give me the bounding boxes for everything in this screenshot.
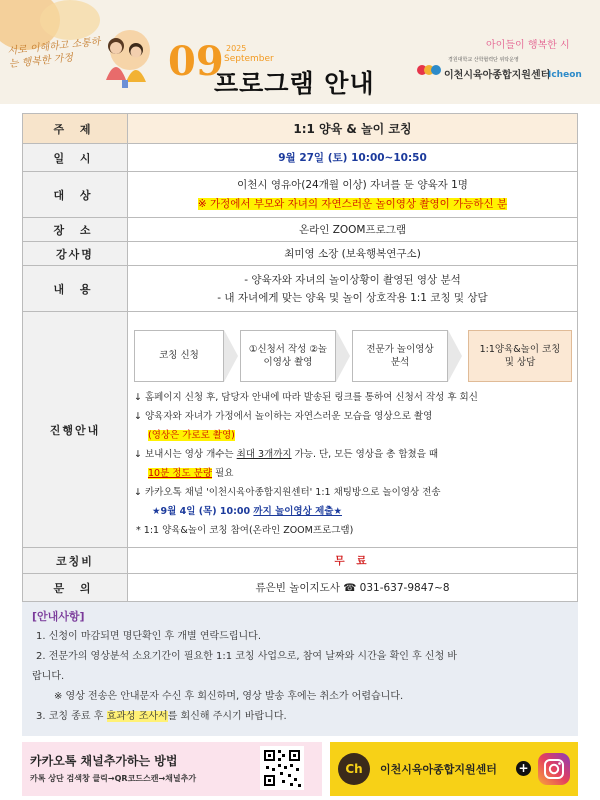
kakao-channel-icon[interactable]: Ch (338, 753, 370, 785)
kids-illustration (96, 30, 156, 90)
flow-arrow (224, 330, 238, 382)
target-row (23, 172, 578, 218)
lecturer-row (23, 242, 578, 266)
notice-item-3-highlight: 효과성 조사서 (106, 711, 168, 722)
step-3-a: ↓ 보내시는 영상 개수는 (134, 448, 237, 460)
fee-value: 무 료 (128, 548, 578, 574)
place-row (23, 218, 578, 242)
flow-step-1: 코칭 신청 (134, 330, 224, 382)
content-line2: - 내 자녀에게 맞는 양육 및 놀이 상호작용 1:1 코칭 및 상담 (217, 291, 488, 304)
flow-arrow (336, 330, 350, 382)
qr-code-icon[interactable] (260, 746, 304, 790)
page-header (0, 0, 600, 104)
notice-item-1: 1. 신청이 마감되면 명단확인 후 개별 연락드립니다. (36, 631, 261, 642)
city-name-en: Icheon (548, 70, 582, 80)
step-3-cont (134, 464, 577, 483)
target-line2: ※ 가정에서 부모와 자녀의 자연스러운 놀이영상 촬영이 가능하신 분 (197, 197, 508, 210)
notice-item-3 (32, 707, 568, 727)
topic-row (23, 114, 578, 144)
notice-item-3b: 를 회신해 주시기 바랍니다. (167, 711, 287, 722)
header-slogan: 서로 이해하고 소통하는 행복한 가정 (7, 36, 101, 71)
kakao-channel-banner[interactable] (330, 742, 578, 796)
target-note-wrap (128, 195, 577, 214)
kakao-guide-steps: 카톡 상단 검색창 클릭→QR코드스캔→채널추가 (30, 774, 197, 783)
content-row (23, 266, 578, 312)
process-footnote: * 1:1 양육&놀이 코칭 참여(온라인 ZOOM프로그램) (136, 524, 354, 536)
step-3-highlight: 10분 정도 분량 (148, 467, 213, 479)
lecturer-label: 강사명 (23, 242, 128, 266)
flow-step-4: 1:1양육&놀이 코칭 및 상담 (468, 330, 572, 382)
date-row (23, 144, 578, 172)
lecturer-value: 최미영 소장 (보육행복연구소) (128, 242, 578, 266)
month-number: 09 (168, 38, 224, 85)
month-en: September (224, 54, 274, 64)
step-2: ↓ 양육자와 자녀가 가정에서 놀이하는 자연스러운 모습을 영상으로 촬영 (134, 410, 433, 422)
inquiry-label: 문 의 (23, 574, 128, 602)
plus-icon[interactable]: + (516, 761, 531, 776)
process-label: 진행안내 (23, 312, 128, 548)
date-label: 일 시 (23, 144, 128, 172)
process-row (23, 312, 578, 548)
center-logo-icon (416, 62, 442, 78)
target-line1: 이천시 영유아(24개월 이상) 자녀를 둔 양육자 1명 (237, 178, 468, 191)
channel-name: 이천시육아종합지원센터 (380, 763, 497, 776)
process-steps (128, 388, 577, 540)
date-value: 9월 27일 (토) 10:00~10:50 (278, 152, 427, 164)
decor-leaf (40, 0, 100, 40)
inquiry-value: 류은빈 놀이지도사 ☎ 031-637-9847~8 (128, 574, 578, 602)
place-value: 온라인 ZOOM프로그램 (128, 218, 578, 242)
kakao-guide-panel (22, 742, 322, 796)
flow-arrow (448, 330, 462, 382)
date-cell (128, 144, 578, 172)
content-label: 내 용 (23, 266, 128, 312)
logo-subtitle: 경원대학교 산학협력단 위탁운영 (448, 57, 519, 63)
notice-box (22, 602, 578, 736)
notice-head: [안내사항] (32, 610, 85, 623)
fee-label: 코칭비 (23, 548, 128, 574)
notice-item-2b: 랍니다. (32, 671, 65, 682)
step-3-c: 필요 (212, 467, 234, 479)
year-text: 2025 (226, 44, 247, 53)
step-4: ↓ 카카오톡 채널 '이천시육아종합지원센터' 1:1 채팅방으로 놀이영상 전송 (134, 486, 441, 498)
step-2-note: (영상은 가로로 촬영) (148, 429, 235, 441)
notice-item-2a: 2. 전문가의 영상분석 소요기간이 필요한 1:1 코칭 사업으로, 참여 날짜와 시간을 확인 후 신청 바 (36, 651, 458, 662)
instagram-icon[interactable] (538, 753, 570, 785)
deadline-a: ★9월 4일 (목) 10:00 (152, 505, 254, 517)
center-name: 이천시육아종합지원센터 (444, 70, 551, 81)
target-cell (128, 172, 578, 218)
step-3-b: 가능. 단, 모든 영상을 총 합쳤을 때 (291, 448, 439, 460)
content-cell (128, 266, 578, 312)
step-3 (134, 445, 577, 464)
fee-row (23, 548, 578, 574)
notice-item-2-note: ※ 영상 전송은 안내문자 수신 후 회신하며, 영상 발송 후에는 취소가 어렵습니다. (54, 691, 404, 702)
process-flow (128, 326, 577, 384)
topic-value: 1:1 양육 & 놀이 코칭 (128, 114, 578, 144)
target-label: 대 상 (23, 172, 128, 218)
step-3-underline: 최대 3개까지 (236, 448, 292, 460)
page-title: 프로그램 안내 (214, 69, 375, 98)
step-1: ↓ 홈페이지 신청 후, 담당자 안내에 따라 발송된 링크를 통하여 신청서 작성 후 회신 (134, 391, 478, 403)
topic-label: 주 제 (23, 114, 128, 144)
step-2-note-wrap (134, 426, 577, 445)
process-cell (128, 312, 578, 548)
program-info-table (22, 113, 578, 602)
place-label: 장 소 (23, 218, 128, 242)
flow-step-3: 전문가 놀이영상 분석 (352, 330, 448, 382)
city-slogan-logo: 아이들이 행복한 시 (486, 40, 570, 51)
deadline (134, 502, 577, 521)
content-line1: - 양육자와 자녀의 놀이상황이 촬영된 영상 분석 (244, 273, 461, 286)
flow-step-2: ①신청서 작성 ②놀이영상 촬영 (240, 330, 336, 382)
notice-item-3a: 3. 코칭 종료 후 (36, 711, 107, 722)
deadline-b: 까지 놀이영상 제출★ (253, 505, 342, 517)
inquiry-row (23, 574, 578, 602)
kakao-guide-title: 카카오톡 채널추가하는 방법 (30, 754, 178, 768)
